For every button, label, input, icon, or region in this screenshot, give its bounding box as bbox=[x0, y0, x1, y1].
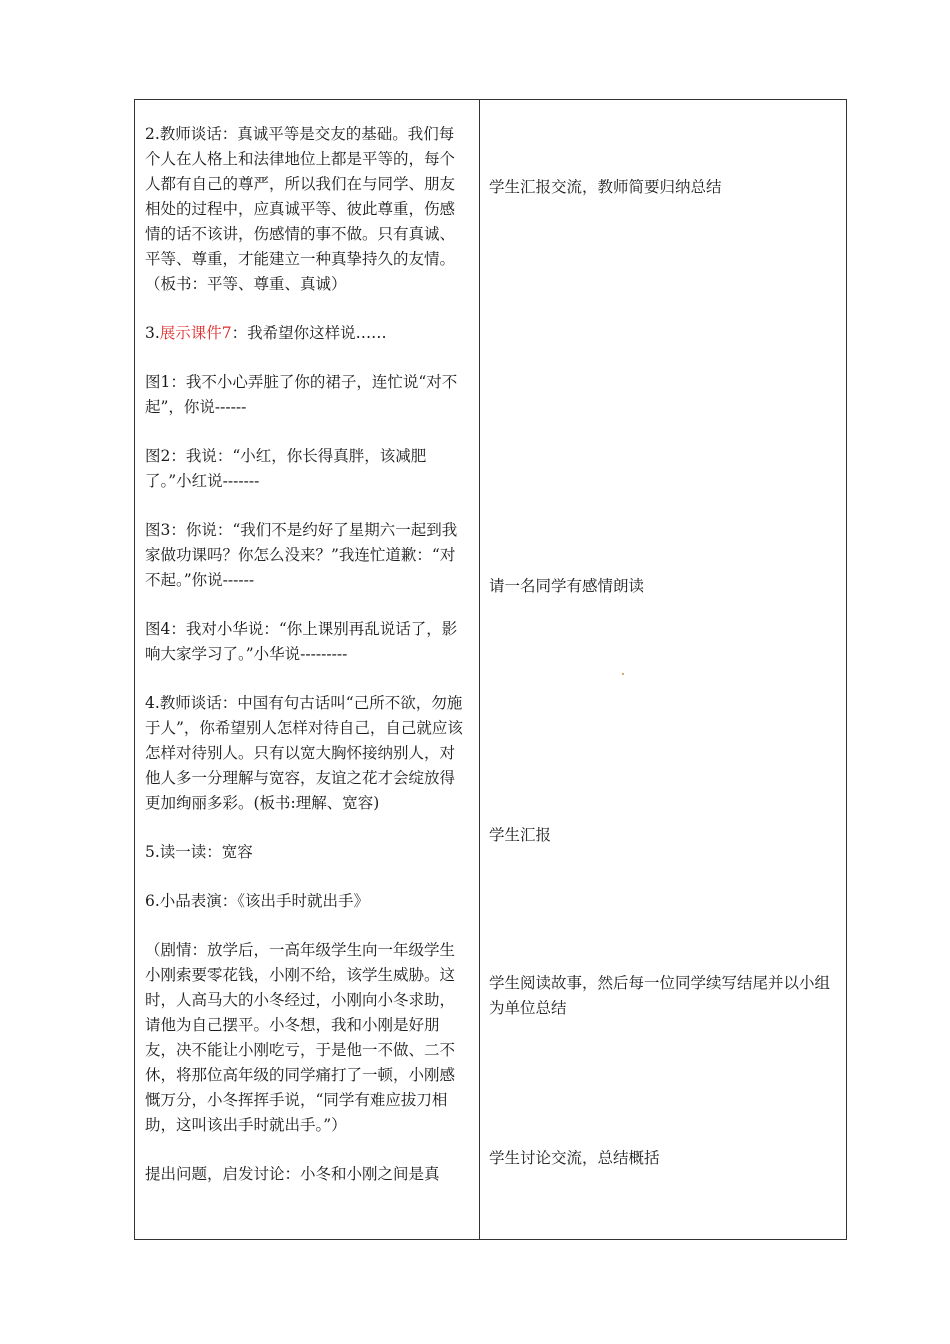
picture-4-text: 图4：我对小华说：“你上课别再乱说话了，影响大家学习了。”小华说--------- bbox=[145, 620, 458, 663]
discussion-question: 提出问题，启发讨论：小冬和小刚之间是真 bbox=[145, 1165, 440, 1183]
teacher-activity-column bbox=[145, 122, 467, 1187]
picture-1-text: 图1：我不小心弄脏了你的裙子，连忙说“对不起”，你说------ bbox=[145, 373, 458, 416]
teacher-talk-equality: 2.教师谈话：真诚平等是交友的基础。我们每个人在人格上和法律地位上都是平等的，每个人都有自己的尊严，所以我们在与同学、朋友相处的过程中，应真诚平等、彼此尊重，伤感情的话不该讲，伤感情的事不做。只有真诚、平等、尊重，才能建立一种真挚持久的友情。（板书：平等、尊重、真诚） bbox=[145, 125, 456, 293]
student-note-2: 请一名同学有感情朗读 bbox=[489, 577, 645, 595]
student-activity-column bbox=[489, 100, 841, 1239]
column-divider bbox=[479, 100, 480, 1239]
skit-title: 6.小品表演：《该出手时就出手》 bbox=[145, 892, 370, 910]
student-note-3: 学生汇报 bbox=[489, 826, 552, 844]
courseware-label: 展示课件7 bbox=[159, 324, 232, 342]
picture-2-text: 图2：我说：“小红，你长得真胖，该减肥了。”小红说------- bbox=[145, 447, 427, 490]
teacher-talk-tolerance: 4.教师谈话：中国有句古话叫“己所不欲，勿施于人”，你希望别人怎样对待自己，自己就应该怎样对待别人。只有以宽大胸怀接纳别人，对他人多一分理解与宽容，友谊之花才会绽放得更加绚丽多彩。(板书:理解、宽容) bbox=[145, 694, 463, 812]
student-note-4: 学生阅读故事，然后每一位同学续写结尾并以小组为单位总结 bbox=[489, 974, 831, 1017]
item-number: 3. bbox=[145, 324, 160, 342]
stray-dot bbox=[622, 673, 624, 675]
skit-plot: （剧情：放学后，一高年级学生向一年级学生小刚索要零花钱，小刚不给，该学生威胁。这时，人高马大的小冬经过，小刚向小冬求助，请他为自己摆平。小冬想，我和小刚是好朋友，决不能让小刚吃亏，于是他一不做、二不休，将那位高年级的同学痛打了一顿，小刚感慨万分，小冬挥挥手说，“同学有难应拔刀相助，这叫该出手时就出手。”） bbox=[145, 941, 456, 1134]
picture-3-text: 图3：你说：“我们不是约好了星期六一起到我家做功课吗？你怎么没来？”我连忙道歉：“对不起。”你说------ bbox=[145, 521, 458, 589]
courseware-title: ：我希望你这样说…… bbox=[231, 324, 387, 342]
lesson-plan-table bbox=[134, 99, 847, 1240]
courseware-7-heading bbox=[145, 321, 467, 346]
reading-item: 5.读一读：宽容 bbox=[145, 843, 253, 861]
student-note-5: 学生讨论交流，总结概括 bbox=[489, 1149, 660, 1167]
student-note-1: 学生汇报交流，教师简要归纳总结 bbox=[489, 178, 722, 196]
